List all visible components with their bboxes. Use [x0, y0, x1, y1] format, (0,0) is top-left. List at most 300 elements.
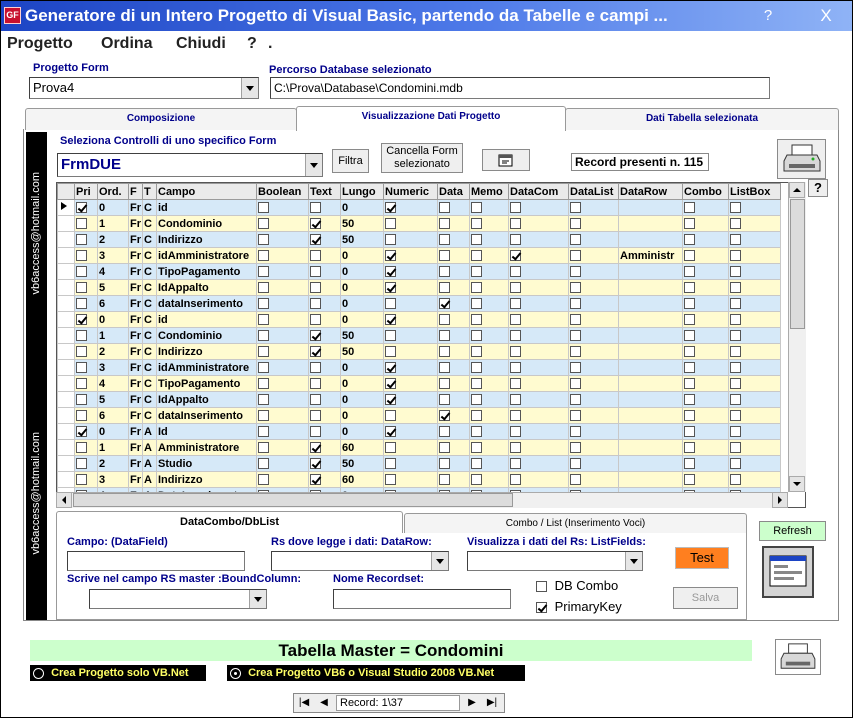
cell-memo[interactable]	[470, 456, 509, 472]
cell-numeric[interactable]	[384, 376, 438, 392]
cell-campo[interactable]	[157, 296, 257, 312]
table-row[interactable]	[58, 408, 781, 424]
datacom-checkbox[interactable]	[510, 282, 521, 293]
text-checkbox[interactable]	[310, 250, 321, 261]
cell-memo[interactable]	[470, 264, 509, 280]
cell-pri[interactable]	[75, 440, 98, 456]
cell-data[interactable]	[438, 392, 470, 408]
cell-lungo[interactable]	[341, 296, 384, 312]
pri-checkbox[interactable]	[76, 362, 87, 373]
row-selector[interactable]	[58, 472, 75, 488]
cell-f[interactable]	[129, 344, 143, 360]
boolean-checkbox[interactable]	[258, 378, 269, 389]
row-selector[interactable]	[58, 456, 75, 472]
cell-memo[interactable]	[470, 408, 509, 424]
cell-t[interactable]	[143, 264, 157, 280]
cell-t[interactable]	[143, 232, 157, 248]
scroll-down-icon[interactable]	[789, 476, 805, 492]
datacom-checkbox[interactable]	[510, 458, 521, 469]
cell-combo[interactable]	[683, 232, 729, 248]
cell-combo[interactable]	[683, 200, 729, 216]
cell-memo[interactable]	[470, 424, 509, 440]
cell-text[interactable]	[309, 344, 341, 360]
numeric-checkbox[interactable]	[385, 298, 396, 309]
pri-checkbox[interactable]	[76, 458, 87, 469]
cell-data[interactable]	[438, 264, 470, 280]
cell-datalist[interactable]	[569, 392, 619, 408]
datacom-checkbox[interactable]	[510, 218, 521, 229]
form-select-combo[interactable]	[57, 153, 323, 177]
pri-checkbox[interactable]	[76, 218, 87, 229]
cell-data[interactable]	[438, 344, 470, 360]
datalist-checkbox[interactable]	[570, 298, 581, 309]
numeric-checkbox[interactable]	[385, 442, 396, 453]
tab-visualizzazione[interactable]: Visualizzazione Dati Progetto	[296, 106, 566, 131]
test-button[interactable]: Test	[675, 547, 729, 569]
combo-checkbox[interactable]	[684, 378, 695, 389]
cell-datacom[interactable]	[509, 264, 569, 280]
numeric-checkbox[interactable]	[385, 202, 396, 213]
print-footer-button[interactable]	[775, 639, 821, 675]
grid-col-header[interactable]: Memo	[470, 184, 509, 200]
combo-checkbox[interactable]	[684, 410, 695, 421]
row-selector[interactable]	[58, 200, 75, 216]
table-row[interactable]	[58, 424, 781, 440]
cell-datarow[interactable]	[619, 200, 683, 216]
cell-datarow[interactable]	[619, 392, 683, 408]
cell-combo[interactable]	[683, 472, 729, 488]
db-path-field[interactable]	[270, 77, 770, 99]
cell-f[interactable]	[129, 200, 143, 216]
cell-numeric[interactable]	[384, 312, 438, 328]
combo-checkbox[interactable]	[684, 282, 695, 293]
cell-numeric[interactable]	[384, 408, 438, 424]
cell-combo[interactable]	[683, 408, 729, 424]
datacom-checkbox[interactable]	[510, 330, 521, 341]
cell-datalist[interactable]	[569, 344, 619, 360]
cell-datarow[interactable]	[619, 296, 683, 312]
numeric-checkbox[interactable]	[385, 474, 396, 485]
data-checkbox[interactable]	[439, 330, 450, 341]
table-row[interactable]	[58, 344, 781, 360]
numeric-checkbox[interactable]	[385, 378, 396, 389]
cell-data[interactable]	[438, 216, 470, 232]
cell-t[interactable]	[143, 200, 157, 216]
cell-datalist[interactable]	[569, 440, 619, 456]
cell-memo[interactable]	[470, 280, 509, 296]
cell-text[interactable]	[309, 264, 341, 280]
nav-first-icon[interactable]: |◀	[298, 697, 310, 708]
grid-col-header[interactable]: ListBox	[729, 184, 781, 200]
numeric-checkbox[interactable]	[385, 394, 396, 405]
cell-datacom[interactable]	[509, 344, 569, 360]
dbcombo-checkbox[interactable]	[536, 578, 618, 593]
cell-combo[interactable]	[683, 312, 729, 328]
cell-boolean[interactable]	[257, 280, 309, 296]
cell-text[interactable]	[309, 280, 341, 296]
cell-datarow[interactable]	[619, 216, 683, 232]
memo-checkbox[interactable]	[471, 314, 482, 325]
combo-checkbox[interactable]	[684, 442, 695, 453]
hscroll-thumb[interactable]	[73, 493, 513, 507]
boolean-checkbox[interactable]	[258, 394, 269, 405]
cell-ord[interactable]	[98, 440, 129, 456]
data-checkbox[interactable]	[439, 442, 450, 453]
row-selector[interactable]	[58, 344, 75, 360]
datalist-checkbox[interactable]	[570, 346, 581, 357]
datalist-checkbox[interactable]	[570, 362, 581, 373]
cell-datacom[interactable]	[509, 328, 569, 344]
memo-checkbox[interactable]	[471, 234, 482, 245]
text-checkbox[interactable]	[310, 458, 321, 469]
cell-campo[interactable]	[157, 216, 257, 232]
cell-lungo[interactable]	[341, 312, 384, 328]
cell-numeric[interactable]	[384, 440, 438, 456]
row-selector[interactable]	[58, 328, 75, 344]
memo-checkbox[interactable]	[471, 378, 482, 389]
datacom-checkbox[interactable]	[510, 426, 521, 437]
cell-datacom[interactable]	[509, 200, 569, 216]
data-checkbox[interactable]	[439, 394, 450, 405]
cell-pri[interactable]	[75, 408, 98, 424]
cell-listbox[interactable]	[729, 424, 781, 440]
combo-checkbox[interactable]	[684, 474, 695, 485]
cell-data[interactable]	[438, 440, 470, 456]
text-checkbox[interactable]	[310, 474, 321, 485]
cell-datarow[interactable]	[619, 248, 683, 264]
cell-datalist[interactable]	[569, 216, 619, 232]
cell-datarow[interactable]	[619, 440, 683, 456]
cell-t[interactable]	[143, 216, 157, 232]
boolean-checkbox[interactable]	[258, 442, 269, 453]
datalist-checkbox[interactable]	[570, 218, 581, 229]
table-row[interactable]	[58, 216, 781, 232]
table-row[interactable]	[58, 376, 781, 392]
numeric-checkbox[interactable]	[385, 282, 396, 293]
filtra-button[interactable]: Filtra	[332, 149, 369, 173]
radio-vb6[interactable]	[227, 665, 525, 681]
cell-datarow[interactable]	[619, 360, 683, 376]
listfields-combo[interactable]	[467, 551, 643, 571]
grid-horizontal-scrollbar[interactable]	[56, 492, 788, 508]
cell-pri[interactable]	[75, 328, 98, 344]
cell-boolean[interactable]	[257, 248, 309, 264]
cell-lungo[interactable]	[341, 280, 384, 296]
boolean-checkbox[interactable]	[258, 330, 269, 341]
cell-campo[interactable]	[157, 424, 257, 440]
cell-f[interactable]	[129, 408, 143, 424]
cell-boolean[interactable]	[257, 456, 309, 472]
datalist-checkbox[interactable]	[570, 426, 581, 437]
cell-data[interactable]	[438, 472, 470, 488]
cell-pri[interactable]	[75, 472, 98, 488]
primarykey-checkbox[interactable]	[536, 599, 622, 614]
table-row[interactable]	[58, 200, 781, 216]
cell-pri[interactable]	[75, 376, 98, 392]
cell-t[interactable]	[143, 456, 157, 472]
row-selector[interactable]	[58, 312, 75, 328]
scroll-right-icon[interactable]	[772, 492, 788, 508]
cell-listbox[interactable]	[729, 264, 781, 280]
cell-datalist[interactable]	[569, 456, 619, 472]
cell-combo[interactable]	[683, 392, 729, 408]
table-row[interactable]	[58, 248, 781, 264]
nav-prev-icon[interactable]: ◀	[320, 697, 328, 708]
boolean-checkbox[interactable]	[258, 202, 269, 213]
boolean-checkbox[interactable]	[258, 314, 269, 325]
cell-combo[interactable]	[683, 424, 729, 440]
cell-datacom[interactable]	[509, 376, 569, 392]
cell-pri[interactable]	[75, 200, 98, 216]
cell-boolean[interactable]	[257, 360, 309, 376]
data-checkbox[interactable]	[439, 282, 450, 293]
grid-col-header[interactable]: Data	[438, 184, 470, 200]
listbox-checkbox[interactable]	[730, 266, 741, 277]
datalist-checkbox[interactable]	[570, 474, 581, 485]
cell-text[interactable]	[309, 200, 341, 216]
memo-checkbox[interactable]	[471, 394, 482, 405]
cell-text[interactable]	[309, 472, 341, 488]
tab-dati-tabella[interactable]: Dati Tabella selezionata	[565, 108, 839, 130]
datacom-checkbox[interactable]	[510, 298, 521, 309]
cell-pri[interactable]	[75, 248, 98, 264]
cell-boolean[interactable]	[257, 200, 309, 216]
salva-button[interactable]: Salva	[673, 587, 738, 609]
cell-datacom[interactable]	[509, 296, 569, 312]
table-row[interactable]	[58, 472, 781, 488]
datacom-checkbox[interactable]	[510, 474, 521, 485]
menu-chiudi[interactable]: Chiudi	[176, 35, 226, 52]
cell-numeric[interactable]	[384, 392, 438, 408]
table-row[interactable]	[58, 456, 781, 472]
cell-boolean[interactable]	[257, 216, 309, 232]
cell-t[interactable]	[143, 392, 157, 408]
cell-text[interactable]	[309, 376, 341, 392]
grid-col-header[interactable]: T	[143, 184, 157, 200]
datalist-checkbox[interactable]	[570, 282, 581, 293]
memo-checkbox[interactable]	[471, 474, 482, 485]
cell-text[interactable]	[309, 312, 341, 328]
cell-numeric[interactable]	[384, 296, 438, 312]
datalist-checkbox[interactable]	[570, 314, 581, 325]
menu-progetto[interactable]: Progetto	[7, 35, 73, 52]
cell-datarow[interactable]	[619, 312, 683, 328]
listbox-checkbox[interactable]	[730, 362, 741, 373]
listbox-checkbox[interactable]	[730, 394, 741, 405]
cell-listbox[interactable]	[729, 216, 781, 232]
radio-vbnet[interactable]	[30, 665, 206, 681]
cell-pri[interactable]	[75, 344, 98, 360]
cell-datalist[interactable]	[569, 248, 619, 264]
grid-col-header[interactable]: Ord.	[98, 184, 129, 200]
cell-pri[interactable]	[75, 216, 98, 232]
datacom-checkbox[interactable]	[510, 202, 521, 213]
combo-checkbox[interactable]	[684, 298, 695, 309]
row-selector[interactable]	[58, 376, 75, 392]
datalist-checkbox[interactable]	[570, 234, 581, 245]
memo-checkbox[interactable]	[471, 346, 482, 357]
text-checkbox[interactable]	[310, 410, 321, 421]
memo-checkbox[interactable]	[471, 458, 482, 469]
boolean-checkbox[interactable]	[258, 362, 269, 373]
data-checkbox[interactable]	[439, 202, 450, 213]
pri-checkbox[interactable]	[76, 202, 87, 213]
combo-checkbox[interactable]	[684, 234, 695, 245]
cell-memo[interactable]	[470, 344, 509, 360]
cell-text[interactable]	[309, 408, 341, 424]
row-selector[interactable]	[58, 296, 75, 312]
datacom-checkbox[interactable]	[510, 346, 521, 357]
text-checkbox[interactable]	[310, 394, 321, 405]
chevron-down-icon[interactable]	[249, 590, 266, 608]
cell-lungo[interactable]	[341, 360, 384, 376]
memo-checkbox[interactable]	[471, 298, 482, 309]
cell-boolean[interactable]	[257, 440, 309, 456]
row-selector[interactable]	[58, 360, 75, 376]
datalist-checkbox[interactable]	[570, 458, 581, 469]
listbox-checkbox[interactable]	[730, 458, 741, 469]
scroll-thumb[interactable]	[790, 199, 805, 329]
pri-checkbox[interactable]	[76, 442, 87, 453]
combo-checkbox[interactable]	[684, 266, 695, 277]
combo-checkbox[interactable]	[684, 314, 695, 325]
row-selector[interactable]	[58, 392, 75, 408]
datalist-checkbox[interactable]	[570, 330, 581, 341]
memo-checkbox[interactable]	[471, 202, 482, 213]
numeric-checkbox[interactable]	[385, 218, 396, 229]
progetto-form-combo[interactable]	[29, 77, 259, 99]
table-row[interactable]	[58, 392, 781, 408]
cell-data[interactable]	[438, 424, 470, 440]
table-row[interactable]	[58, 280, 781, 296]
datalist-checkbox[interactable]	[570, 442, 581, 453]
memo-checkbox[interactable]	[471, 442, 482, 453]
chevron-down-icon[interactable]	[241, 78, 258, 98]
cell-f[interactable]	[129, 296, 143, 312]
cell-data[interactable]	[438, 312, 470, 328]
cell-datacom[interactable]	[509, 424, 569, 440]
cell-lungo[interactable]	[341, 264, 384, 280]
cell-combo[interactable]	[683, 456, 729, 472]
cell-campo[interactable]	[157, 376, 257, 392]
boolean-checkbox[interactable]	[258, 458, 269, 469]
grid-col-header[interactable]: Campo	[157, 184, 257, 200]
cell-numeric[interactable]	[384, 248, 438, 264]
cell-ord[interactable]	[98, 328, 129, 344]
pri-checkbox[interactable]	[76, 426, 87, 437]
cell-datalist[interactable]	[569, 296, 619, 312]
memo-checkbox[interactable]	[471, 218, 482, 229]
cell-ord[interactable]	[98, 296, 129, 312]
row-selector[interactable]	[58, 248, 75, 264]
cell-datalist[interactable]	[569, 328, 619, 344]
cell-campo[interactable]	[157, 264, 257, 280]
cell-datacom[interactable]	[509, 472, 569, 488]
cell-t[interactable]	[143, 328, 157, 344]
data-checkbox[interactable]	[439, 426, 450, 437]
memo-checkbox[interactable]	[471, 282, 482, 293]
cell-text[interactable]	[309, 360, 341, 376]
row-selector[interactable]	[58, 264, 75, 280]
cell-data[interactable]	[438, 296, 470, 312]
grid-col-header[interactable]: Numeric	[384, 184, 438, 200]
numeric-checkbox[interactable]	[385, 362, 396, 373]
cell-memo[interactable]	[470, 328, 509, 344]
datalist-checkbox[interactable]	[570, 250, 581, 261]
datacom-checkbox[interactable]	[510, 442, 521, 453]
cell-t[interactable]	[143, 344, 157, 360]
grid-col-header[interactable]: Pri	[75, 184, 98, 200]
chevron-down-icon[interactable]	[431, 552, 448, 570]
cell-ord[interactable]	[98, 280, 129, 296]
cell-campo[interactable]	[157, 360, 257, 376]
grid-col-header[interactable]: DataCom	[509, 184, 569, 200]
pri-checkbox[interactable]	[76, 282, 87, 293]
menu-help[interactable]: ?	[247, 35, 257, 52]
cell-datalist[interactable]	[569, 280, 619, 296]
menu-dot[interactable]: .	[268, 35, 273, 52]
cell-campo[interactable]	[157, 408, 257, 424]
boolean-checkbox[interactable]	[258, 266, 269, 277]
pri-checkbox[interactable]	[76, 330, 87, 341]
cell-pri[interactable]	[75, 264, 98, 280]
cell-numeric[interactable]	[384, 456, 438, 472]
cell-lungo[interactable]	[341, 376, 384, 392]
grid-col-header[interactable]: Boolean	[257, 184, 309, 200]
menu-ordina[interactable]: Ordina	[101, 35, 153, 52]
grid-col-header[interactable]	[58, 184, 75, 200]
cell-datalist[interactable]	[569, 360, 619, 376]
cell-listbox[interactable]	[729, 408, 781, 424]
cell-t[interactable]	[143, 440, 157, 456]
rs-datarow-combo[interactable]	[271, 551, 449, 571]
cell-listbox[interactable]	[729, 344, 781, 360]
cell-combo[interactable]	[683, 344, 729, 360]
pri-checkbox[interactable]	[76, 474, 87, 485]
cell-ord[interactable]	[98, 232, 129, 248]
cell-numeric[interactable]	[384, 424, 438, 440]
cell-memo[interactable]	[470, 472, 509, 488]
refresh-button[interactable]: Refresh	[759, 521, 826, 541]
boolean-checkbox[interactable]	[258, 298, 269, 309]
cell-pri[interactable]	[75, 232, 98, 248]
cell-datalist[interactable]	[569, 232, 619, 248]
listbox-checkbox[interactable]	[730, 330, 741, 341]
numeric-checkbox[interactable]	[385, 266, 396, 277]
cell-campo[interactable]	[157, 392, 257, 408]
cell-numeric[interactable]	[384, 360, 438, 376]
row-selector[interactable]	[58, 280, 75, 296]
cell-memo[interactable]	[470, 360, 509, 376]
tab-composizione[interactable]: Composizione	[25, 108, 297, 130]
cell-f[interactable]	[129, 248, 143, 264]
combo-checkbox[interactable]	[684, 218, 695, 229]
cell-combo[interactable]	[683, 376, 729, 392]
cell-data[interactable]	[438, 232, 470, 248]
cell-datalist[interactable]	[569, 312, 619, 328]
cell-combo[interactable]	[683, 248, 729, 264]
cell-t[interactable]	[143, 248, 157, 264]
text-checkbox[interactable]	[310, 330, 321, 341]
cell-text[interactable]	[309, 232, 341, 248]
cell-boolean[interactable]	[257, 328, 309, 344]
pri-checkbox[interactable]	[76, 250, 87, 261]
cell-memo[interactable]	[470, 200, 509, 216]
listbox-checkbox[interactable]	[730, 378, 741, 389]
pri-checkbox[interactable]	[76, 266, 87, 277]
cell-text[interactable]	[309, 424, 341, 440]
cell-pri[interactable]	[75, 456, 98, 472]
